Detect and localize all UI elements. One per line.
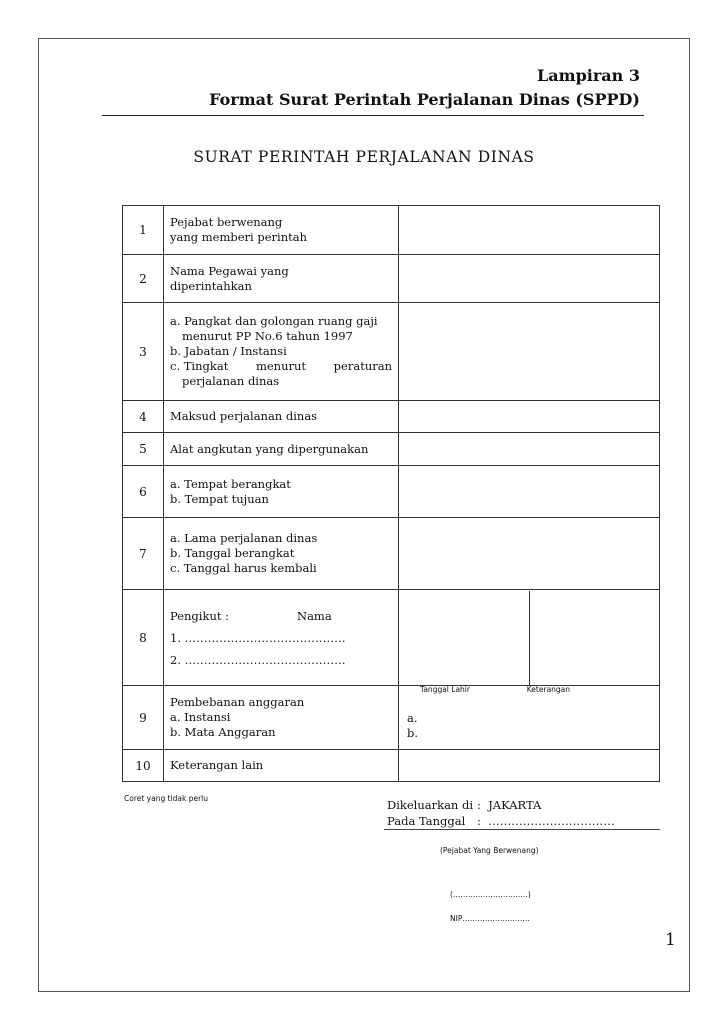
header-rule (102, 115, 644, 116)
nip-field[interactable]: NIP……………………… (450, 914, 530, 923)
row-label: a. Lama perjalanan dinas b. Tanggal berangkat c. Tanggal harus kembali (164, 518, 399, 590)
row-number: 6 (123, 466, 164, 518)
value-field[interactable] (399, 750, 660, 782)
strike-note: Coret yang tidak perlu (124, 794, 209, 803)
row-label: Alat angkutan yang dipergunakan (164, 433, 399, 466)
row-label: Pembebanan anggaran a. Instansi b. Mata Anggaran (164, 686, 399, 750)
row-number: 5 (123, 433, 164, 466)
table-row (123, 466, 660, 518)
value-field[interactable]: a. b. (399, 686, 660, 750)
row-label: Pejabat berwenang yang memberi perintah (164, 206, 399, 255)
sppd-form-table (122, 205, 660, 782)
row-number: 9 (123, 686, 164, 750)
issued-block: Dikeluarkan di : JAKARTA Pada Tanggal : …………………………… (387, 798, 615, 828)
value-field[interactable] (399, 303, 660, 401)
value-field[interactable] (399, 401, 660, 433)
format-title: Format Surat Perintah Perjalanan Dinas (SPPD) (209, 90, 640, 109)
table-row (123, 518, 660, 590)
keterangan-field[interactable] (529, 591, 660, 685)
value-split (399, 590, 660, 686)
keterangan-header: Keterangan (526, 685, 571, 694)
row-label: Nama Pegawai yang diperintahkan (164, 255, 399, 303)
row-number: 2 (123, 255, 164, 303)
row-label: Maksud perjalanan dinas (164, 401, 399, 433)
table-row (123, 590, 660, 686)
table-row (123, 303, 660, 401)
document-title: SURAT PERINTAH PERJALANAN DINAS (193, 148, 535, 166)
table-row (123, 401, 660, 433)
page-number: 1 (665, 930, 676, 950)
value-field[interactable] (399, 518, 660, 590)
issued-date-value[interactable]: …………………………… (488, 814, 615, 828)
row-number: 10 (123, 750, 164, 782)
table-row (123, 206, 660, 255)
table-row (123, 433, 660, 466)
split-column-headers (420, 685, 660, 694)
row-label: a. Tempat berangkat b. Tempat tujuan (164, 466, 399, 518)
value-field[interactable] (399, 206, 660, 255)
official-label: (Pejabat Yang Berwenang) (440, 846, 539, 855)
row-number: 4 (123, 401, 164, 433)
row-number: 3 (123, 303, 164, 401)
table-row (123, 255, 660, 303)
issued-place-label: Dikeluarkan di (387, 798, 474, 812)
row-number: 7 (123, 518, 164, 590)
value-field[interactable] (399, 466, 660, 518)
signature-rule (384, 829, 660, 830)
signer-name-field[interactable]: (…………………………) (450, 890, 531, 899)
row-number: 8 (123, 590, 164, 686)
row-label: a. Pangkat dan golongan ruang gaji menurut PP No.6 tahun 1997 b. Jabatan / Instansi c. Tingkat menurut peraturan perjalanan dinas (164, 303, 399, 401)
issued-place-value[interactable]: JAKARTA (488, 798, 542, 812)
issued-date-label: Pada Tanggal (387, 814, 466, 828)
appendix-label: Lampiran 3 (537, 66, 640, 85)
table-row (123, 686, 660, 750)
table-row (123, 750, 660, 782)
row-label: Pengikut : Nama 1. …………………………………… 2. …………………………………… (164, 590, 399, 686)
row-number: 1 (123, 206, 164, 255)
value-field[interactable] (399, 255, 660, 303)
row-label: Keterangan lain (164, 750, 399, 782)
tanggal-lahir-field[interactable] (399, 591, 529, 685)
tanggal-lahir-header: Tanggal Lahir (420, 685, 470, 694)
value-field[interactable] (399, 433, 660, 466)
